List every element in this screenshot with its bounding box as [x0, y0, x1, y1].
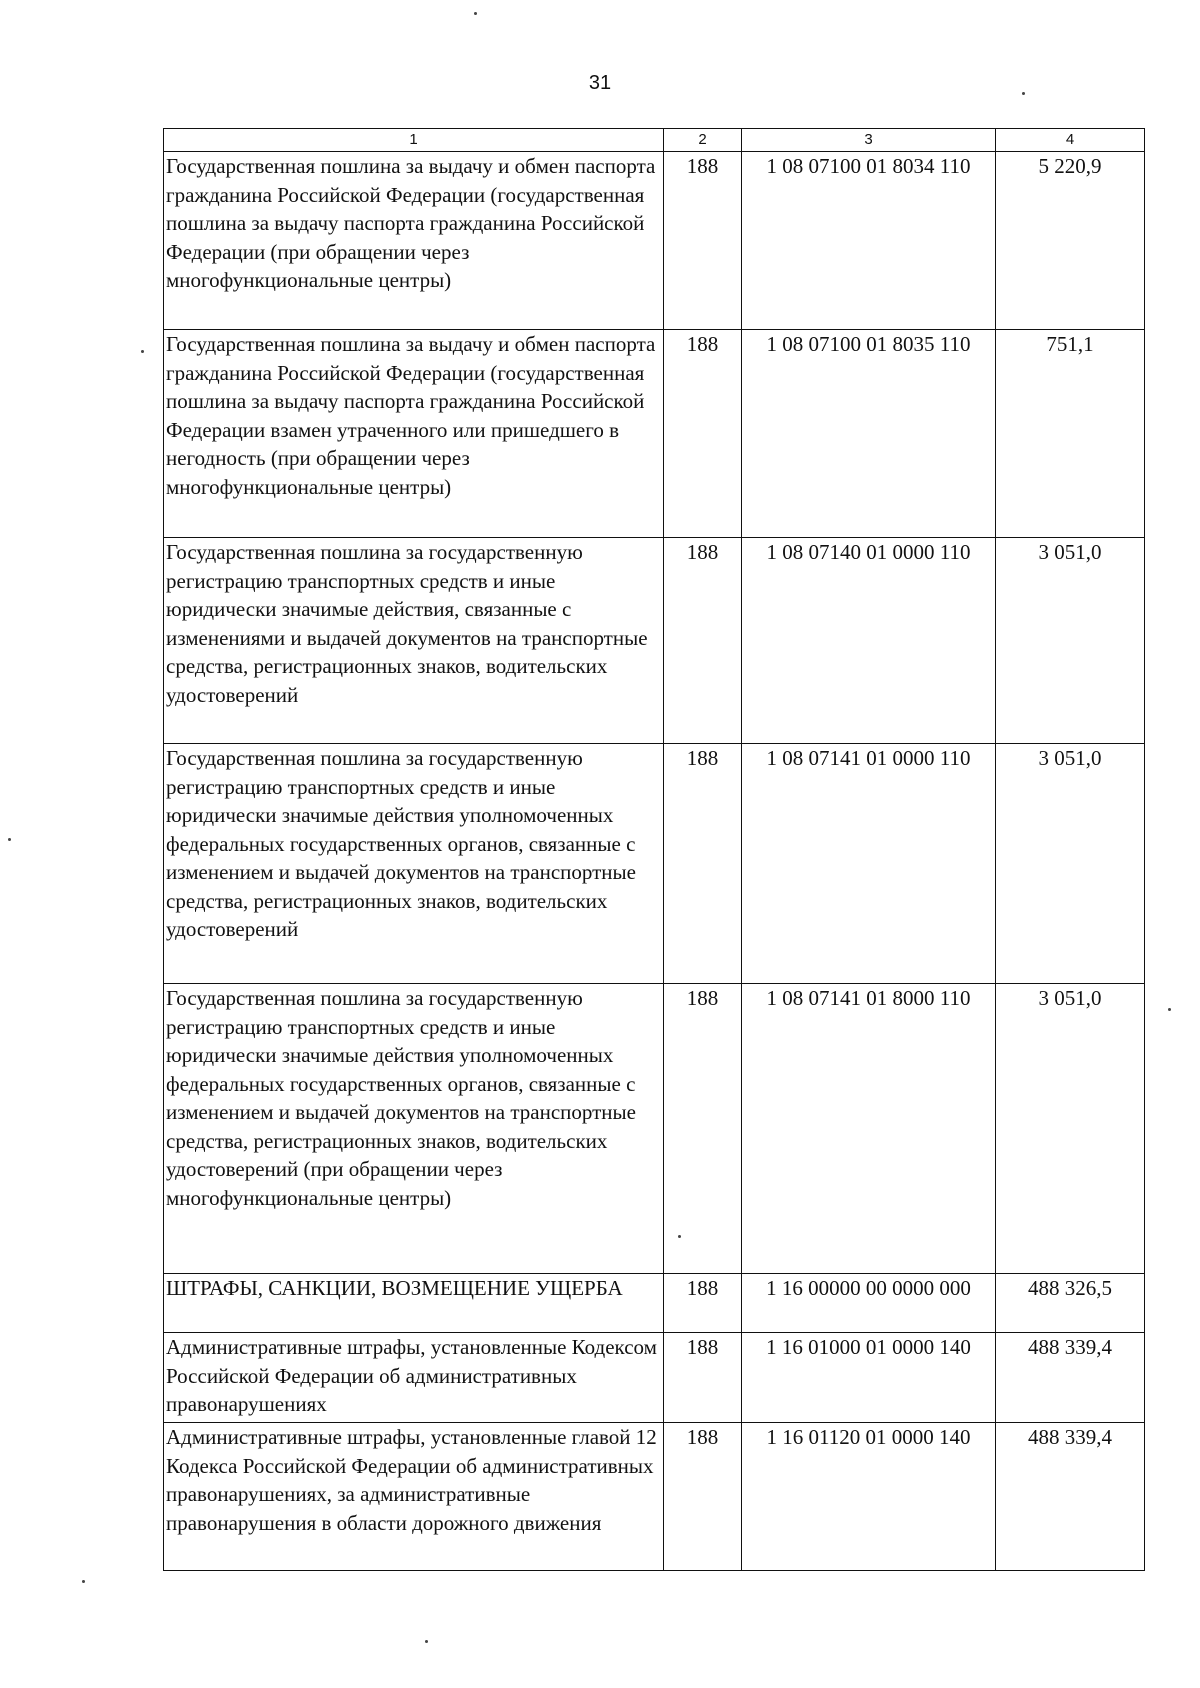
amount-cell: 3 051,0 — [996, 744, 1145, 984]
revenue-name-cell: Государственная пошлина за государственную регистрацию транспортных средств и иные юридически значимые действия, связанные с изменениями и выдачей документов на транспортные средства, регистрационных знаков, водительских удостоверений — [164, 538, 664, 744]
scan-speck — [1168, 1008, 1171, 1011]
budget-classification-code-cell: 1 08 07141 01 8000 110 — [742, 984, 996, 1274]
amount-cell: 5 220,9 — [996, 152, 1145, 330]
column-header-1: 1 — [164, 129, 664, 152]
budget-classification-code-cell: 1 08 07141 01 0000 110 — [742, 744, 996, 984]
budget-classification-code-cell: 1 16 00000 00 0000 000 — [742, 1274, 996, 1333]
administrator-code-cell: 188 — [664, 984, 742, 1274]
revenue-name-cell: Административные штрафы, установленные Кодексом Российской Федерации об административных правонарушениях — [164, 1333, 664, 1423]
table-row — [164, 744, 1145, 984]
scan-speck — [425, 1640, 428, 1643]
page-number: 31 — [588, 72, 612, 94]
scan-speck — [1022, 92, 1025, 95]
amount-cell: 751,1 — [996, 330, 1145, 538]
table-row — [164, 1274, 1145, 1333]
column-header-2: 2 — [664, 129, 742, 152]
budget-classification-code-cell: 1 16 01120 01 0000 140 — [742, 1423, 996, 1571]
table-row — [164, 984, 1145, 1274]
budget-classification-code-cell: 1 08 07140 01 0000 110 — [742, 538, 996, 744]
column-header-4: 4 — [996, 129, 1145, 152]
revenue-name-cell: Государственная пошлина за государственную регистрацию транспортных средств и иные юридически значимые действия уполномоченных федеральных государственных органов, связанные с изменением и выдачей документов на транспортные средства, регистрационных знаков, водительских удостоверений — [164, 744, 664, 984]
scan-speck — [141, 350, 144, 353]
revenue-name-cell: Государственная пошлина за выдачу и обмен паспорта гражданина Российской Федерации (государственная пошлина за выдачу паспорта гражданина Российской Федерации взамен утраченного или пришедшего в негодность (при обращении через многофункциональные центры) — [164, 330, 664, 538]
table-row — [164, 330, 1145, 538]
administrator-code-cell: 188 — [664, 744, 742, 984]
administrator-code-cell: 188 — [664, 1423, 742, 1571]
scan-speck — [82, 1580, 85, 1583]
budget-revenue-table — [163, 128, 1145, 1571]
header-row — [164, 129, 1145, 152]
budget-classification-code-cell: 1 16 01000 01 0000 140 — [742, 1333, 996, 1423]
revenue-name-cell: ШТРАФЫ, САНКЦИИ, ВОЗМЕЩЕНИЕ УЩЕРБА — [164, 1274, 664, 1333]
table-row — [164, 538, 1145, 744]
administrator-code-cell: 188 — [664, 330, 742, 538]
table-row — [164, 152, 1145, 330]
amount-cell: 3 051,0 — [996, 538, 1145, 744]
budget-classification-code-cell: 1 08 07100 01 8035 110 — [742, 330, 996, 538]
revenue-name-cell: Административные штрафы, установленные главой 12 Кодекса Российской Федерации об административных правонарушениях, за административные правонарушения в области дорожного движения — [164, 1423, 664, 1571]
amount-cell: 3 051,0 — [996, 984, 1145, 1274]
table-row — [164, 1423, 1145, 1571]
scan-speck — [678, 1235, 681, 1238]
administrator-code-cell: 188 — [664, 1333, 742, 1423]
administrator-code-cell: 188 — [664, 152, 742, 330]
revenue-name-cell: Государственная пошлина за государственную регистрацию транспортных средств и иные юридически значимые действия уполномоченных федеральных государственных органов, связанные с изменением и выдачей документов на транспортные средства, регистрационных знаков, водительских удостоверений (при обращении через многофункциональные центры) — [164, 984, 664, 1274]
administrator-code-cell: 188 — [664, 1274, 742, 1333]
amount-cell: 488 339,4 — [996, 1333, 1145, 1423]
amount-cell: 488 326,5 — [996, 1274, 1145, 1333]
budget-classification-code-cell: 1 08 07100 01 8034 110 — [742, 152, 996, 330]
column-header-3: 3 — [742, 129, 996, 152]
scan-speck — [8, 838, 11, 841]
revenue-name-cell: Государственная пошлина за выдачу и обмен паспорта гражданина Российской Федерации (государственная пошлина за выдачу паспорта гражданина Российской Федерации (при обращении через многофункциональные центры) — [164, 152, 664, 330]
amount-cell: 488 339,4 — [996, 1423, 1145, 1571]
administrator-code-cell: 188 — [664, 538, 742, 744]
scan-speck — [474, 12, 477, 15]
table-row — [164, 1333, 1145, 1423]
